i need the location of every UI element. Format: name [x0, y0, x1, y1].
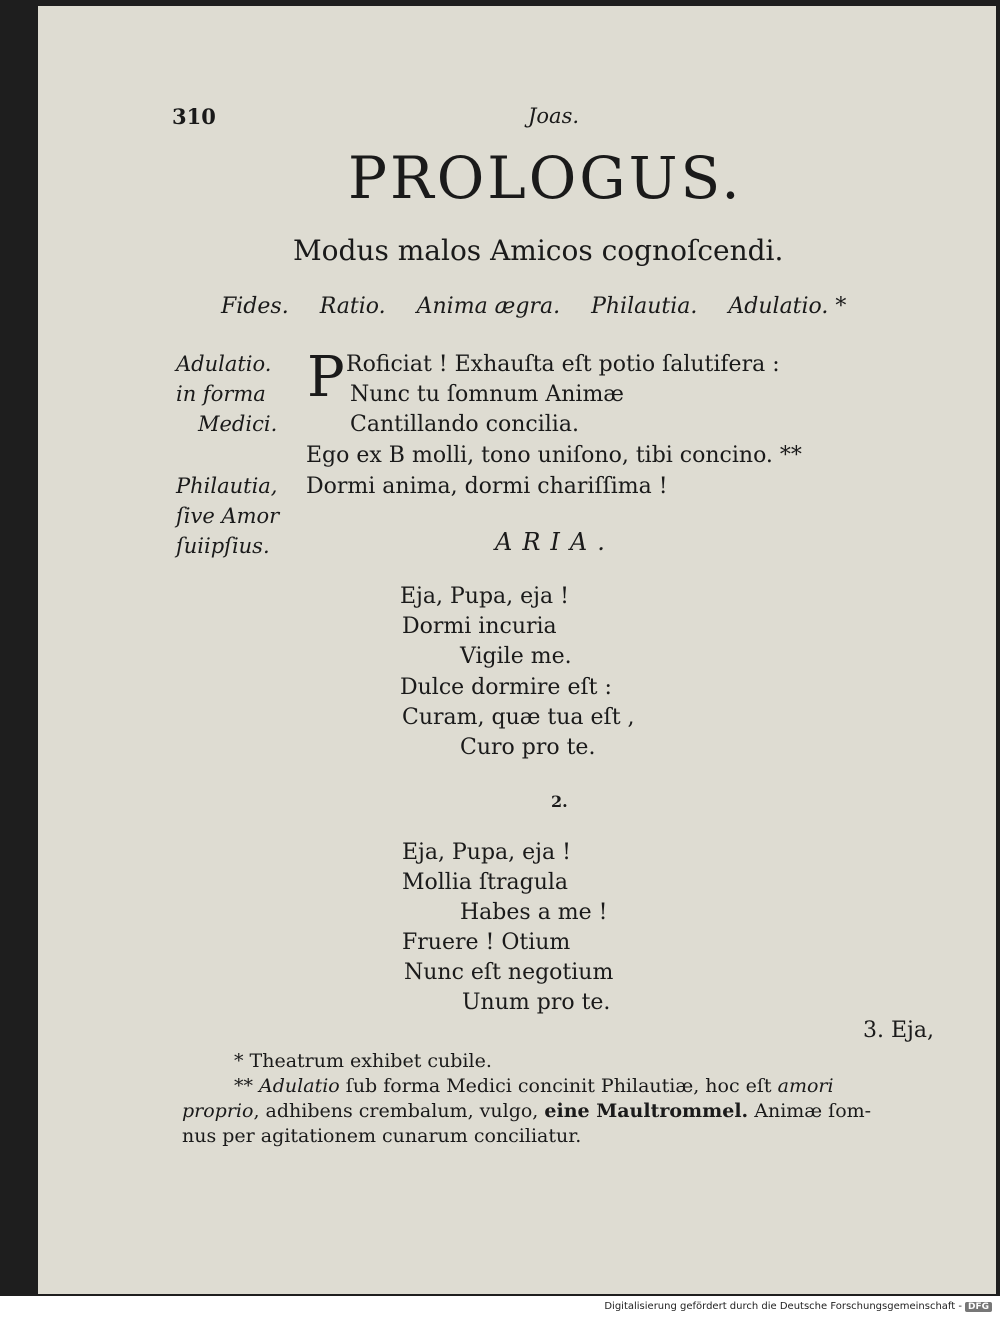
- drop-cap: P: [307, 345, 345, 410]
- page-number: 310: [172, 104, 216, 129]
- aria-line: Dulce dormire eſt :: [400, 675, 612, 700]
- dramatis-personae: [221, 294, 870, 319]
- aria-line: Mollia ſtragula: [402, 870, 569, 895]
- catchword: 3. Eja,: [863, 1018, 934, 1043]
- verse-line: Cantillando concilia.: [350, 412, 579, 437]
- aria-line: Eja, Pupa, eja !: [402, 840, 571, 865]
- speaker-label: in forma: [176, 382, 266, 406]
- stanza-number: 2.: [551, 792, 568, 811]
- footnote-text: eine Maultrommel.: [544, 1100, 749, 1122]
- persona: Anima ægra.: [416, 294, 561, 319]
- aria-line: Curam, quæ tua eſt ,: [402, 705, 635, 730]
- aria-line: Fruere ! Otium: [402, 930, 571, 955]
- footnote-mark: **: [234, 1075, 253, 1097]
- running-head: Joas.: [528, 104, 580, 128]
- footnote: [182, 1100, 871, 1122]
- speaker-label: Philautia,: [176, 474, 278, 498]
- persona: Fides.: [221, 294, 289, 319]
- aria-line: Nunc eſt negotium: [404, 960, 614, 985]
- persona: Ratio.: [319, 294, 386, 319]
- aria-line: Unum pro te.: [462, 990, 611, 1015]
- aria-line: Vigile me.: [460, 644, 572, 669]
- aria-line: Dormi incuria: [402, 614, 557, 639]
- speaker-label: Adulatio.: [176, 352, 272, 376]
- verse-line: Ego ex B molli, tono uniſono, tibi concino. **: [306, 443, 802, 468]
- aria-line: Eja, Pupa, eja !: [400, 584, 569, 609]
- footnote-text: amori: [777, 1075, 834, 1097]
- aria-title: ARIA.: [495, 528, 615, 556]
- page-title: PROLOGUS.: [348, 144, 743, 212]
- footnote-text: Adulatio: [259, 1075, 340, 1097]
- subtitle: Modus malos Amicos cognoſcendi.: [293, 234, 784, 267]
- footnote-text: ſub forma Medici concinit Philautiæ, hoc eſt: [345, 1075, 772, 1097]
- footnote-text: proprio: [182, 1100, 254, 1122]
- aria-line: Curo pro te.: [460, 735, 596, 760]
- speaker-label: ſive Amor: [176, 504, 280, 528]
- footnote: * Theatrum exhibet cubile.: [234, 1050, 492, 1072]
- dfg-logo: DFG: [965, 1302, 992, 1312]
- digitization-credit: [604, 1301, 992, 1312]
- footnote: [234, 1075, 834, 1097]
- credit-text: Digitalisierung gefördert durch die Deutsche Forschungsgemeinschaft -: [604, 1301, 962, 1312]
- footnote-text: , adhibens crembalum, vulgo,: [253, 1100, 539, 1122]
- persona: Adulatio. *: [728, 294, 847, 319]
- persona: Philautia.: [591, 294, 698, 319]
- verse-line: Dormi anima, dormi chariſſima !: [306, 474, 668, 499]
- book-page: [38, 6, 996, 1294]
- verse-line: Nunc tu ſomnum Animæ: [350, 382, 624, 407]
- speaker-label: Medici.: [198, 412, 278, 436]
- speaker-label: ſuiipſius.: [176, 534, 270, 558]
- verse-line: Roficiat ! Exhauſta eſt potio ſalutifera :: [346, 352, 780, 377]
- footnote: nus per agitationem cunarum conciliatur.: [182, 1125, 582, 1147]
- footnote-text: Animæ ſom-: [754, 1100, 872, 1122]
- aria-line: Habes a me !: [460, 900, 608, 925]
